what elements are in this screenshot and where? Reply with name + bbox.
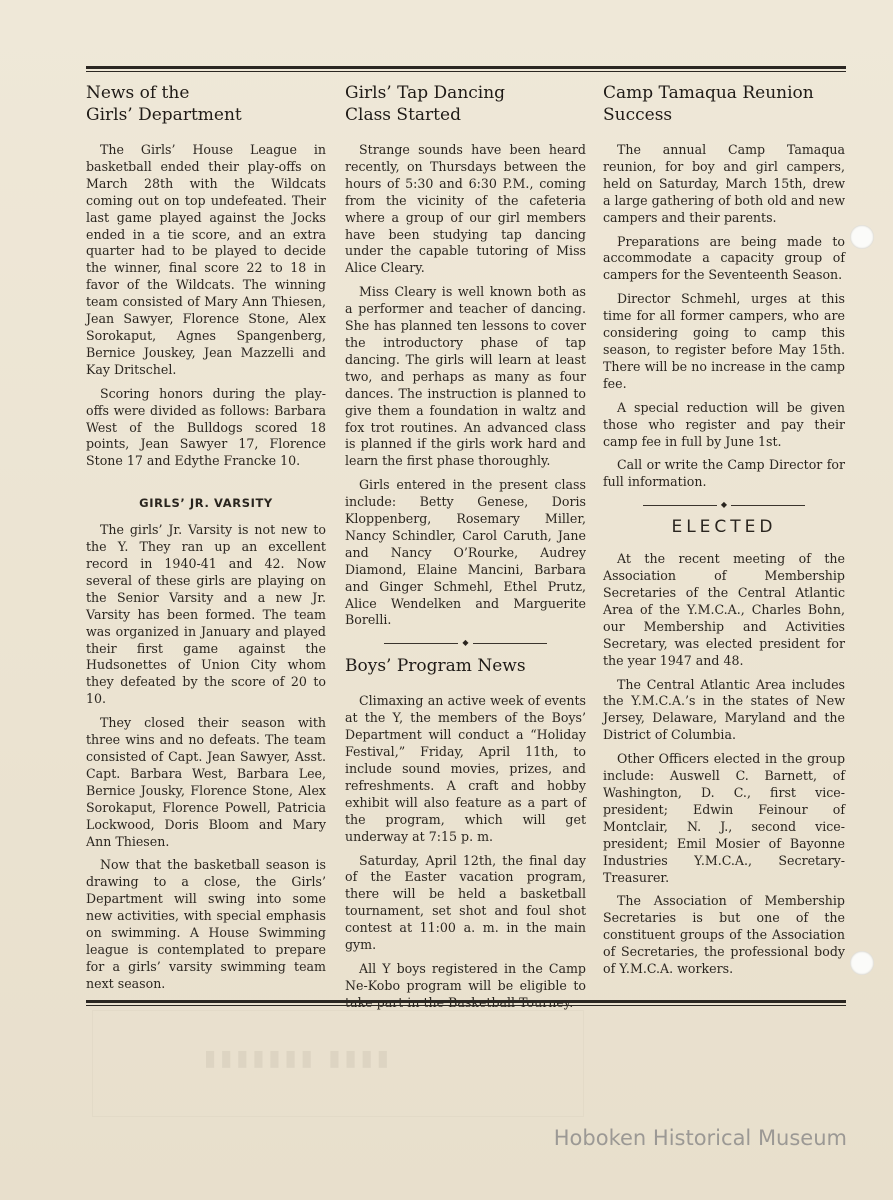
paragraph: They closed their season with three wins and no defeats. The team consisted of Capt. Jean Sawyer, Asst. Capt. Barbara West, Barbara Lee, Bernice Jousky, Florence Stone, Alex Sorokaput, Florence Powell, Patricia Lockwood, Doris Bloom and Mary Ann Thiesen. xyxy=(86,715,326,849)
column-camp-tamaqua xyxy=(603,82,845,985)
article-title-elected: ELECTED xyxy=(671,517,777,538)
column-girls-department xyxy=(86,82,326,1000)
bleed-through-text: ▮▮▮▮ ▮▮▮▮▮▮▮ xyxy=(200,1046,389,1071)
paragraph: The Association of Membership Secretaries is but one of the constituent groups of the Association of Secretaries, the professional body of Y.M.C.A. workers. xyxy=(603,893,845,977)
title-line-1: News of the xyxy=(86,83,190,103)
paragraph: Call or write the Camp Director for full information. xyxy=(603,457,845,490)
subhead-jr-varsity: GIRLS’ JR. VARSITY xyxy=(139,496,273,511)
diamond-ornament-icon: ◆ xyxy=(720,500,728,510)
top-double-rule xyxy=(86,66,846,73)
paragraph: At the recent meeting of the Association of Membership Secretaries of the Central Atlantic Area of the Y.M.C.A., Charles Bohn, our Membership and Activities Secretary, was elected president for the year 1947 and 48. xyxy=(603,551,845,668)
paragraph: The annual Camp Tamaqua reunion, for boy and girl campers, held on Saturday, March 15th, drew a large gathering of both old and new campers and their parents. xyxy=(603,142,845,225)
bottom-double-rule xyxy=(86,1000,846,1007)
paragraph: Climaxing an active week of events at the Y, the members of the Boys’ Department will conduct a “Holiday Festival,” Friday, April 11th, to include sound movies, prizes, and refreshments. A craft and hobby exhibit will also feature as a part of the program, which will get underway at 7:15 p. m. xyxy=(345,693,586,844)
paragraph: Other Officers elected in the group include: Auswell C. Barnett, of Washington, D. C., first vice-president; Edwin Feinour of Montclair, N. J., second vice-president; Emil Mosier of Bayonne Industries Y.M.C.A., Secretary-Treasurer. xyxy=(603,751,845,885)
diamond-ornament-icon: ◆ xyxy=(462,638,469,648)
punch-hole-icon xyxy=(850,225,874,249)
paragraph: Scoring honors during the play-offs were divided as follows: Barbara West of the Bulldogs scored 18 points, Jean Sawyer 17, Florence Stone 17 and Edythe Francke 10. xyxy=(86,385,326,469)
article-title-boys-program: Boys’ Program News xyxy=(345,656,526,677)
title-line-2: Success xyxy=(603,105,673,125)
paragraph: Strange sounds have been heard recently, on Thursdays between the hours of 5:30 and 6:30 P.M., coming from the vicinity of the cafeteria where a group of our girl members have been studying tap dancing under the capable tutoring of Miss Alice Cleary. xyxy=(345,142,586,276)
paragraph: Preparations are being made to accommodate a capacity group of campers for the Seventeenth Season. xyxy=(603,233,845,283)
title-line-2: Girls’ Department xyxy=(86,105,242,125)
article-title-girls-department xyxy=(86,82,326,126)
title-line-1: Camp Tamaqua Reunion xyxy=(603,83,814,103)
punch-hole-icon xyxy=(850,951,874,975)
paragraph: The girls’ Jr. Varsity is not new to the Y. They ran up an excellent record in 1940-41 and 42. Now several of these girls are playing on the Senior Varsity and a new Jr. Varsity has been formed. The team was organized in January and played their first game against the Hudsonettes of Union City whom they defeated by the score of 20 to 10. xyxy=(86,522,326,707)
paragraph: Girls entered in the present class include: Betty Genese, Doris Kloppenberg, Rosemary Miller, Nancy Schindler, Carol Caruth, Jane and Nancy O’Rourke, Audrey Diamond, Elaine Mancini, Barbara and Ginger Schmehl, Ethel Prutz, Alice Wendelken and Marguerite Borelli. xyxy=(345,477,586,628)
museum-watermark: Hoboken Historical Museum xyxy=(553,1126,847,1150)
paragraph: Now that the basketball season is drawing to a close, the Girls’ Department will swing into some new activities, with special emphasis on swimming. A House Swimming league is contemplated to prepare for a girls’ varsity swimming team next season. xyxy=(86,857,326,991)
paragraph: Saturday, April 12th, the final day of the Easter vacation program, there will be held a basketball tournament, set shot and foul shot contest at 11:00 a. m. in the main gym. xyxy=(345,852,586,953)
paragraph: All Y boys registered in the Camp Ne-Kobo program will be eligible to take part in the Basketball Tourney. xyxy=(345,960,586,1010)
section-divider xyxy=(603,501,845,509)
column-tap-dancing xyxy=(345,82,586,1019)
article-title-camp-tamaqua xyxy=(603,82,845,126)
paragraph: The Central Atlantic Area includes the Y.M.C.A.’s in the states of New Jersey, Delaware, Maryland and the District of Columbia. xyxy=(603,676,845,743)
title-line-1: Girls’ Tap Dancing xyxy=(345,83,506,103)
paragraph: Director Schmehl, urges at this time for all former campers, who are considering going to camp this season, to register before May 15th. There will be no increase in the camp fee. xyxy=(603,291,845,391)
title-line-2: Class Started xyxy=(345,105,461,125)
article-title-tap-dancing xyxy=(345,82,586,126)
section-divider xyxy=(345,639,586,647)
paragraph: Miss Cleary is well known both as a performer and teacher of dancing. She has planned ten lessons to cover the introductory phase of tap dancing. The girls will learn at least two, and perhaps as many as four dances. The instruction is planned to give them a foundation in waltz and fox trot routines. An advanced class is planned if the girls work hard and learn the first phase thoroughly. xyxy=(345,284,586,469)
paragraph: A special reduction will be given those who register and pay their camp fee in full by June 1st. xyxy=(603,399,845,449)
paragraph: The Girls’ House League in basketball ended their play-offs on March 28th with the Wildcats coming out on top undefeated. Their last game played against the Jocks ended in a tie score, and an extra quarter had to be played to decide the winner, final score 22 to 18 in favor of the Wildcats. The winning team consisted of Mary Ann Thiesen, Jean Sawyer, Florence Stone, Alex Sorokaput, Agnes Spangenberg, Bernice Jouskey, Jean Mazzelli and Kay Dritschel. xyxy=(86,142,326,377)
